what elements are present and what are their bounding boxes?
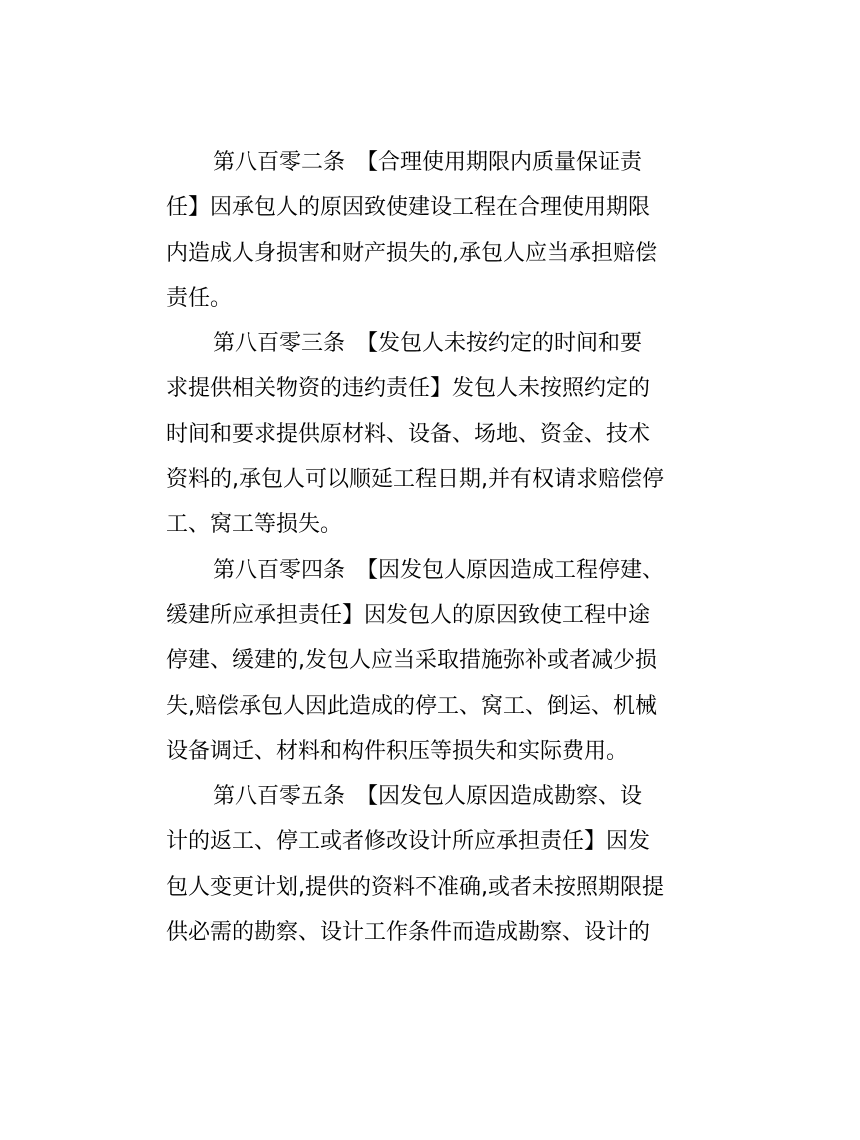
- article-803-line-3: 时间和要求提供原材料、设备、场地、资金、技术: [166, 421, 651, 447]
- article-804-line-5: 设备调迁、材料和构件积压等损失和实际费用。: [166, 738, 629, 764]
- article-802-line-3: 内造成人身损害和财产损失的,承包人应当承担赔偿: [166, 240, 657, 266]
- article-803-line-2: 求提供相关物资的违约责任】发包人未按照约定的: [166, 376, 651, 402]
- article-805-line-4: 供必需的勘察、设计工作条件而造成勘察、设计的: [166, 920, 651, 946]
- article-803-line-4: 资料的,承包人可以顺延工程日期,并有权请求赔偿停: [166, 467, 664, 493]
- article-805-line-1: 第八百零五条 【因发包人原因造成勘察、设: [213, 784, 643, 810]
- article-802-line-1: 第八百零二条 【合理使用期限内质量保证责: [213, 150, 643, 175]
- article-803-line-5: 工、窝工等损失。: [166, 512, 343, 538]
- article-804-line-3: 停建、缓建的,发包人应当采取措施弥补或者减少损: [166, 648, 657, 674]
- article-802-line-2: 任】因承包人的原因致使建设工程在合理使用期限: [166, 195, 651, 221]
- article-805-line-3: 包人变更计划,提供的资料不准确,或者未按照期限提: [166, 874, 664, 900]
- article-804-line-2: 缓建所应承担责任】因发包人的原因致使工程中途: [166, 602, 651, 628]
- article-803-line-1: 第八百零三条 【发包人未按约定的时间和要: [213, 331, 643, 357]
- article-804-line-1: 第八百零四条 【因发包人原因造成工程停建、: [213, 557, 665, 583]
- article-804-line-4: 失,赔偿承包人因此造成的停工、窝工、倒运、机械: [166, 693, 657, 719]
- article-805-line-2: 计的返工、停工或者修改设计所应承担责任】因发: [166, 829, 651, 855]
- article-802-line-4: 责任。: [166, 285, 233, 311]
- document-body: [166, 140, 696, 955]
